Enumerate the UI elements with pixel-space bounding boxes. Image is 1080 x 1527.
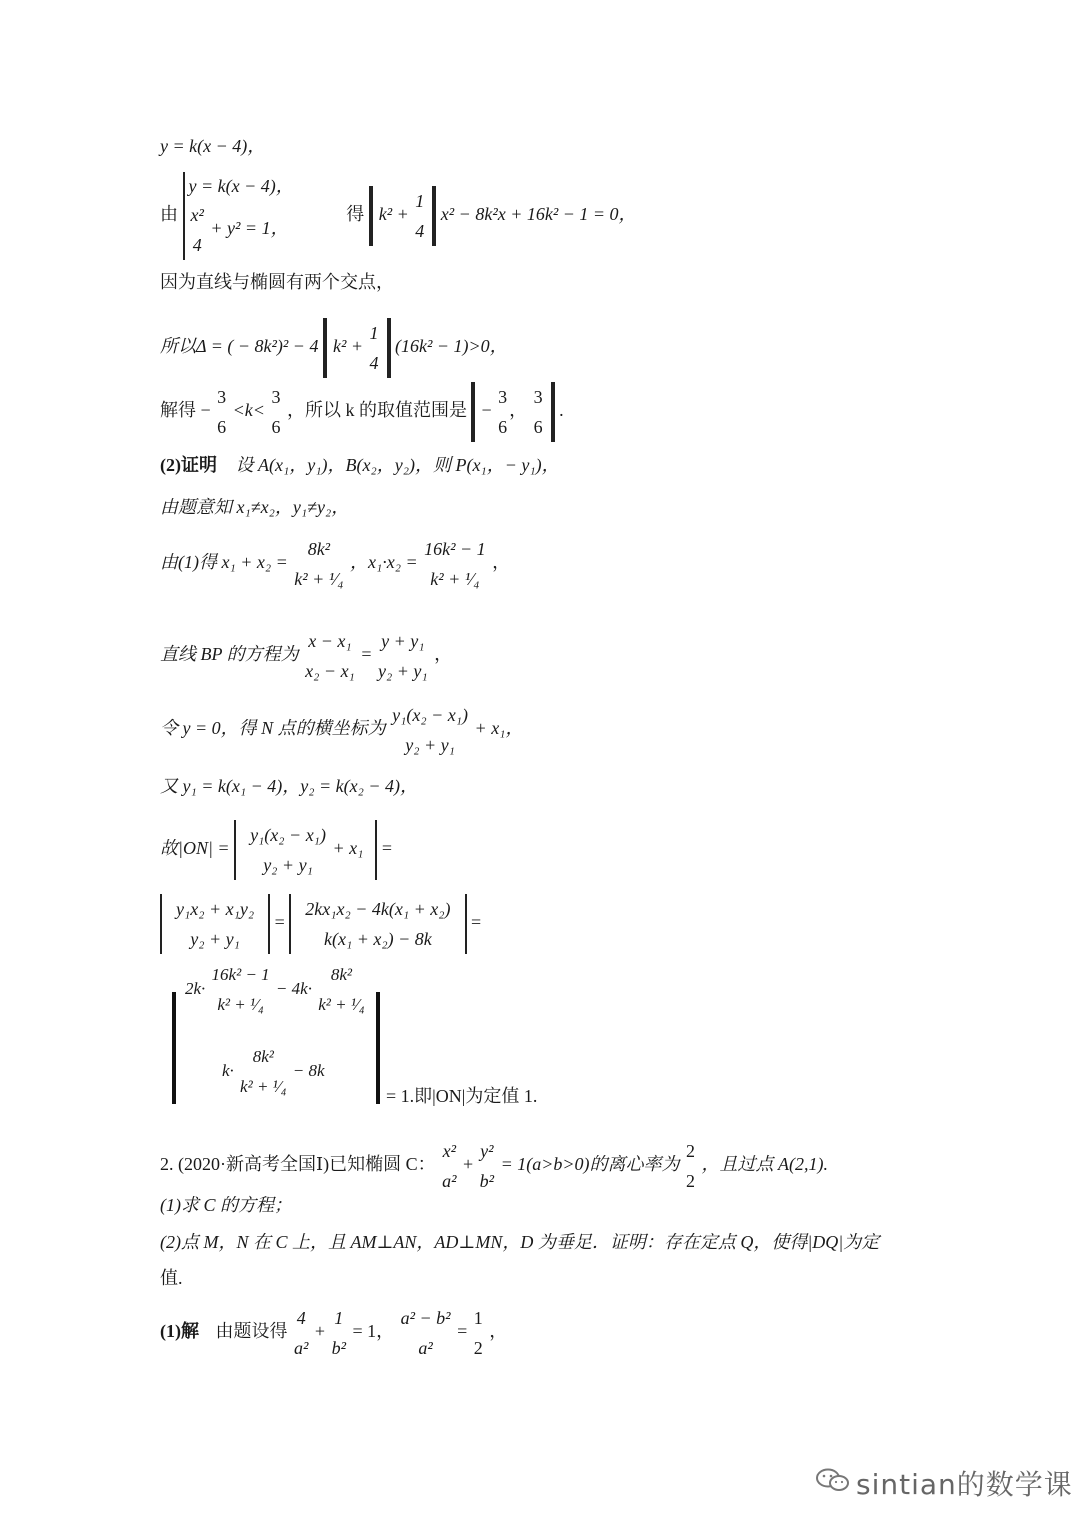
text-line-7: 由题意知 x₁≠x₂，y₁≠y₂，	[160, 497, 350, 517]
frac-num: 3	[217, 387, 227, 407]
proof-setup: 设 A(x₁，y₁)，B(x₂，y₂)，则 P(x₁，− y₁)，	[235, 455, 560, 475]
equals: =	[381, 838, 393, 859]
solution-b: = 1，	[352, 1321, 395, 1342]
frac-den: k² + ¹⁄₄	[217, 995, 264, 1014]
big-denominator	[222, 1042, 325, 1102]
paren-group	[369, 186, 437, 246]
q2-part2-line1: (2)点 M，N 在 C 上，且 AM⊥AN，AD⊥MN，D 为垂足．证明：存在定点 Q，使得|DQ|为定	[160, 1232, 880, 1252]
frac-num: y₁x₂ + x₁y₂	[176, 899, 255, 919]
n-coord-text: 令 y = 0，得 N 点的横坐标为	[160, 718, 386, 739]
frac-num: 16k² − 1	[424, 539, 486, 559]
q2-a: 2. (2020·新高考全国Ⅰ)已知椭圆 C：	[160, 1154, 436, 1175]
solution-tag: (1)解	[160, 1321, 199, 1342]
text-line-11: 又 y₁ = k(x₁ − 4)，y₂ = k(x₂ − 4)，	[160, 776, 419, 796]
frac-num: 8k²	[330, 965, 353, 984]
equation-system	[183, 172, 294, 260]
equals: =	[274, 912, 285, 933]
frac-num: 3	[271, 387, 281, 407]
frac-den: 4	[192, 235, 202, 255]
frac-den: y₂ + y₁	[263, 855, 313, 875]
frac-den: 2	[686, 1171, 696, 1191]
frac-den: a²	[294, 1338, 309, 1358]
frac-den: 6	[533, 417, 543, 437]
frac-num: 16k² − 1	[211, 965, 270, 984]
frac-den: y₂ + y₁	[190, 929, 240, 949]
range-b: ，所以 k 的取值范围是	[286, 400, 467, 421]
comma: ，	[489, 1321, 508, 1342]
watermark-text: sintian的数学课	[856, 1468, 1073, 1501]
vieta-line	[160, 534, 510, 594]
frac-den: a²	[418, 1338, 433, 1358]
on-line	[160, 820, 392, 880]
solution-line	[160, 1303, 507, 1363]
abs-group	[289, 894, 466, 954]
quadratic-rest: x² − 8k²x + 16k² − 1 = 0，	[440, 204, 637, 225]
simplify-line	[160, 894, 481, 954]
paren-group	[323, 318, 391, 378]
frac-num: x²	[190, 205, 204, 225]
frac-num: x − x₁	[308, 631, 352, 651]
range-a: 解得 −	[160, 400, 211, 421]
paren-left-text: k² +	[378, 204, 409, 225]
frac-den: k² + ¹⁄₄	[318, 995, 365, 1014]
frac-den: 6	[271, 417, 281, 437]
frac-num: a² − b²	[400, 1308, 451, 1328]
frac-den: y₂ + y₁	[377, 661, 428, 681]
range-mid: <k<	[232, 400, 265, 421]
vieta-c: ，	[492, 552, 511, 573]
q2-part2-line2: 值.	[160, 1268, 183, 1288]
equals: =	[457, 1321, 468, 1342]
abs-group	[160, 894, 270, 954]
frac-den: b²	[479, 1171, 495, 1191]
frac-den: k² + ¹⁄₄	[430, 569, 480, 589]
big-tail: = 1.即|ON|为定值 1.	[386, 1086, 538, 1106]
frac-den: 2	[473, 1338, 483, 1358]
frac-den: 6	[498, 417, 508, 437]
proof-intro	[160, 453, 560, 477]
frac-num: 1	[415, 191, 425, 211]
frac-den: 4	[415, 221, 425, 241]
frac-num: y + y₁	[381, 631, 425, 651]
q2-statement	[160, 1136, 828, 1196]
equals: =	[471, 912, 482, 933]
vieta-b: ，x₁·x₂ =	[349, 552, 418, 573]
frac-den: k² + ¹⁄₄	[240, 1077, 287, 1096]
proof-tag: (2)证明	[160, 455, 217, 475]
comma: ，	[434, 644, 453, 665]
eq-line-1: y = k(x − 4)，	[160, 136, 266, 156]
frac-num: 3	[533, 387, 543, 407]
text-de: 得	[346, 204, 365, 225]
frac-den: b²	[331, 1338, 346, 1358]
line-bp-eq	[160, 626, 452, 686]
big-bot-b: − 8k	[292, 1060, 325, 1080]
frac-num: 2kx₁x₂ − 4k(x₁ + x₂)	[305, 899, 451, 919]
text-line-3: 因为直线与椭圆有两个交点，	[160, 272, 394, 292]
frac-num: y₁(x₂ − x₁)	[392, 705, 469, 725]
paren-left-text: k² +	[332, 336, 363, 357]
big-bot-a: k·	[222, 1060, 234, 1080]
frac-num: 1	[369, 323, 379, 343]
discriminant-a: 所以Δ = ( − 8k²)² − 4	[160, 336, 319, 357]
abs-tail: + x₁	[332, 838, 364, 859]
system-eq-2-rest: + y² = 1，	[210, 218, 289, 239]
plus: +	[314, 1321, 326, 1342]
frac-num: 8k²	[252, 1047, 274, 1066]
frac-num: y₁(x₂ − x₁)	[250, 825, 326, 845]
vieta-a: 由(1)得 x₁ + x₂ =	[160, 552, 288, 573]
frac-den: 4	[369, 353, 379, 373]
abs-group	[234, 820, 377, 880]
discriminant-b: (16k² − 1)>0，	[395, 336, 508, 357]
frac-num: 2	[686, 1141, 696, 1161]
text-you: 由	[160, 204, 178, 225]
frac-den: a²	[442, 1171, 457, 1191]
q2-b: = 1(a>b>0)的离心率为	[500, 1154, 680, 1175]
wechat-icon	[815, 1467, 851, 1493]
frac-den: y₂ + y₁	[405, 735, 455, 755]
frac-den: k(x₁ + x₂) − 8k	[324, 929, 432, 949]
frac-den: 6	[217, 417, 227, 437]
discriminant-line	[160, 318, 508, 378]
system-eq-1: y = k(x − 4)，	[188, 176, 294, 196]
q2-part1: (1)求 C 的方程；	[160, 1195, 292, 1215]
n-coord-line	[160, 700, 523, 760]
n-coord-tail: + x₁，	[474, 718, 524, 739]
big-top-a: 2k·	[185, 978, 206, 998]
equals: =	[361, 644, 372, 665]
frac-num: 1	[334, 1308, 344, 1328]
frac-den: k² + ¹⁄₄	[294, 569, 344, 589]
bp-text: 直线 BP 的方程为	[160, 644, 299, 665]
frac-den: x₂ − x₁	[305, 661, 355, 681]
frac-num: 4	[296, 1308, 306, 1328]
solution-a: 由题设得	[215, 1321, 288, 1342]
plus: +	[463, 1154, 474, 1175]
system-eq-2	[189, 200, 294, 260]
q2-c: ，且过点 A(2,1).	[701, 1154, 828, 1175]
range-line	[160, 382, 564, 442]
frac-num: x²	[442, 1141, 456, 1161]
frac-num: 1	[473, 1308, 483, 1328]
eq-system-line	[160, 172, 637, 260]
interval: − 3 6 ， 3 6	[471, 382, 554, 442]
on-text: 故|ON| =	[160, 838, 230, 859]
frac-num: 8k²	[307, 539, 331, 559]
frac-num: y²	[480, 1141, 494, 1161]
big-numerator	[185, 960, 367, 1020]
big-top-b: − 4k·	[275, 978, 312, 998]
interval-minus: −	[481, 400, 492, 421]
frac-num: 3	[498, 387, 508, 407]
range-end: .	[559, 400, 564, 421]
